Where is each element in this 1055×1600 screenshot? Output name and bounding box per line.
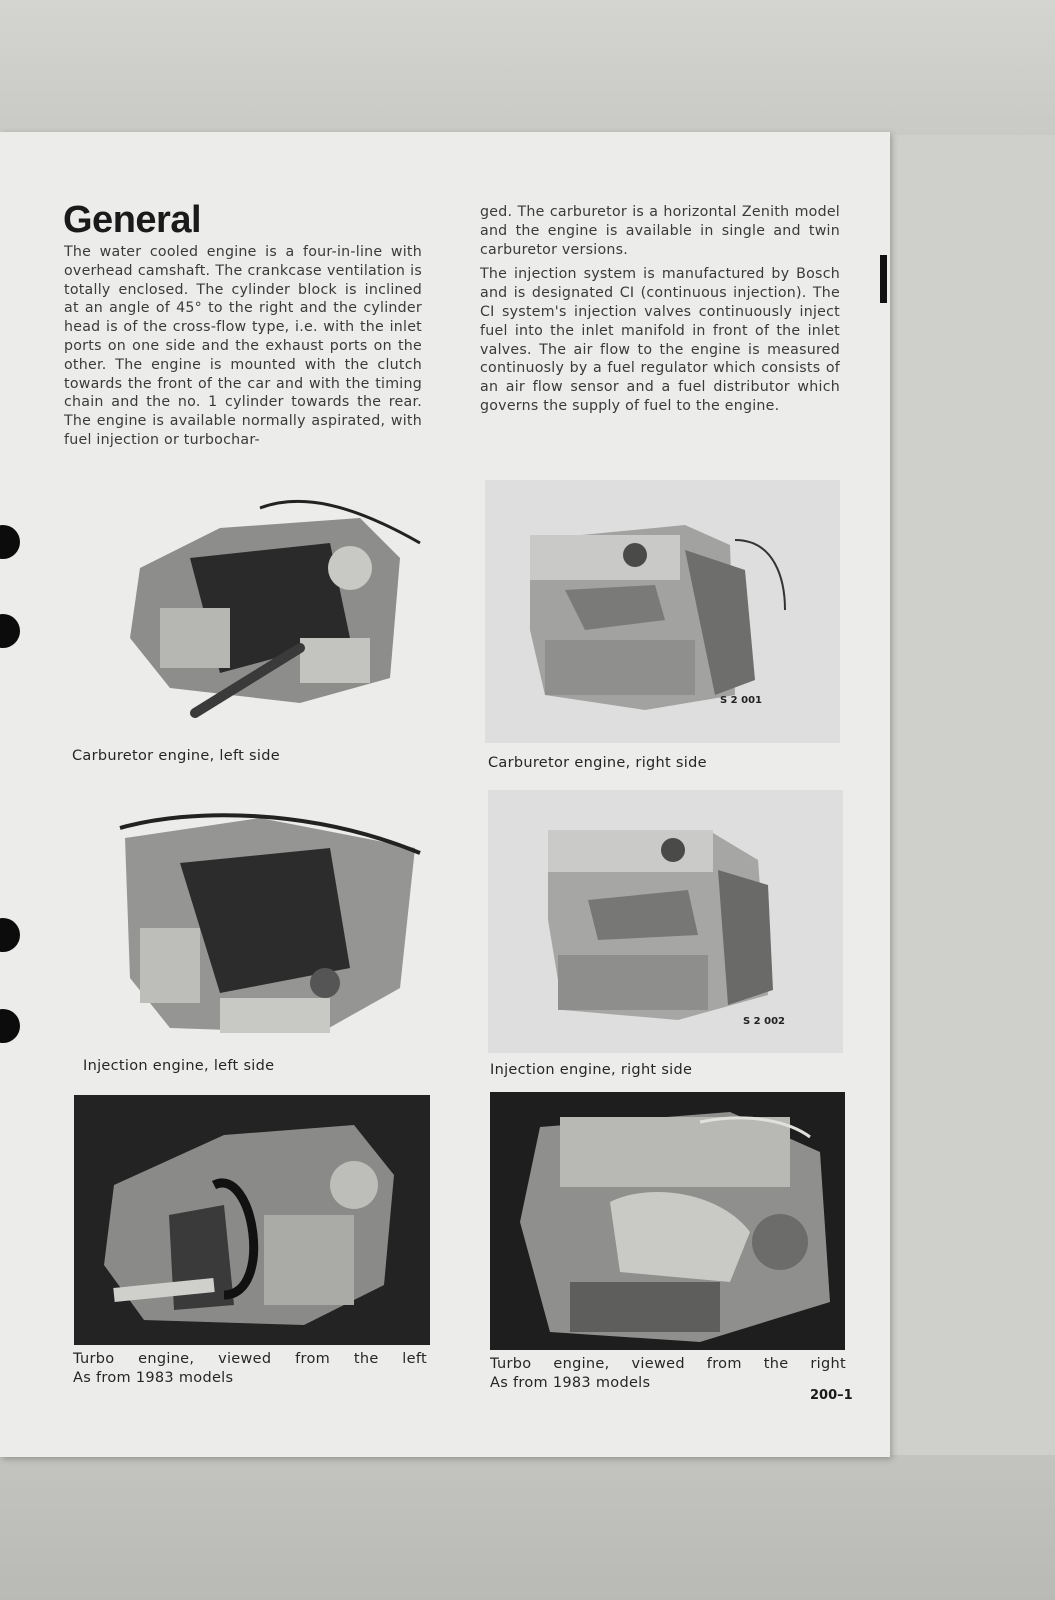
text-column-left [64, 243, 422, 456]
binder-hole [0, 525, 20, 559]
photo-caption: Injection engine, right side [490, 1062, 693, 1078]
photo-caption: Carburetor engine, left side [72, 748, 280, 764]
photo-caption: Turbo engine, viewed from the left [73, 1351, 427, 1367]
section-tab-marker [880, 255, 887, 303]
background-bottom [0, 1455, 1055, 1600]
binder-hole [0, 614, 20, 648]
photo-code: S 2 002 [743, 1016, 785, 1027]
binder-hole [0, 1009, 20, 1043]
engine-photo-injection-left [110, 808, 435, 1048]
engine-photo-injection-right [488, 790, 843, 1053]
photo-caption: Injection engine, left side [83, 1058, 275, 1074]
paragraph: The injection system is manufactured by Bosch and is designated CI (continuous injection). The CI system's injection valves continuously inject fuel into the inlet manifold in front of the inlet valves. The air flow to the engine is measured continuosly by a fuel regulator which consists of an air flow sensor and a fuel distributor which governs the supply of fuel to the engine. [480, 266, 840, 414]
paragraph: ged. The carburetor is a horizontal Zenith model and the engine is available in single and twin carburetor versions. [480, 204, 840, 258]
background-top [0, 0, 1055, 135]
page-title: General [63, 199, 202, 241]
photo-code: S 2 001 [720, 695, 762, 706]
paragraph: The water cooled engine is a four-in-line with overhead camshaft. The crankcase ventilation is totally enclosed. The cylinder block is inclined at an angle of 45° to the right and the cylinder head is of the cross-flow type, i.e. with the inlet ports on one side and the exhaust ports on the other. The engine is mounted with the clutch towards the front of the car and with the timing chain and the no. 1 cylinder towards the rear. The engine is available normally aspirated, with fuel injection or turbochar- [64, 244, 422, 448]
text-column-right [480, 203, 840, 422]
photo-subcaption: As from 1983 models [490, 1375, 651, 1391]
engine-photo-turbo-left [74, 1095, 430, 1345]
photo-caption: Carburetor engine, right side [488, 755, 707, 771]
photo-caption: Turbo engine, viewed from the right [490, 1356, 846, 1372]
page-number: 200–1 [810, 1388, 853, 1403]
engine-photo-turbo-right [490, 1092, 845, 1350]
photo-subcaption: As from 1983 models [73, 1370, 234, 1386]
binder-hole [0, 918, 20, 952]
engine-photo-carburetor-left [100, 488, 430, 728]
engine-photo-carburetor-right [485, 480, 840, 743]
